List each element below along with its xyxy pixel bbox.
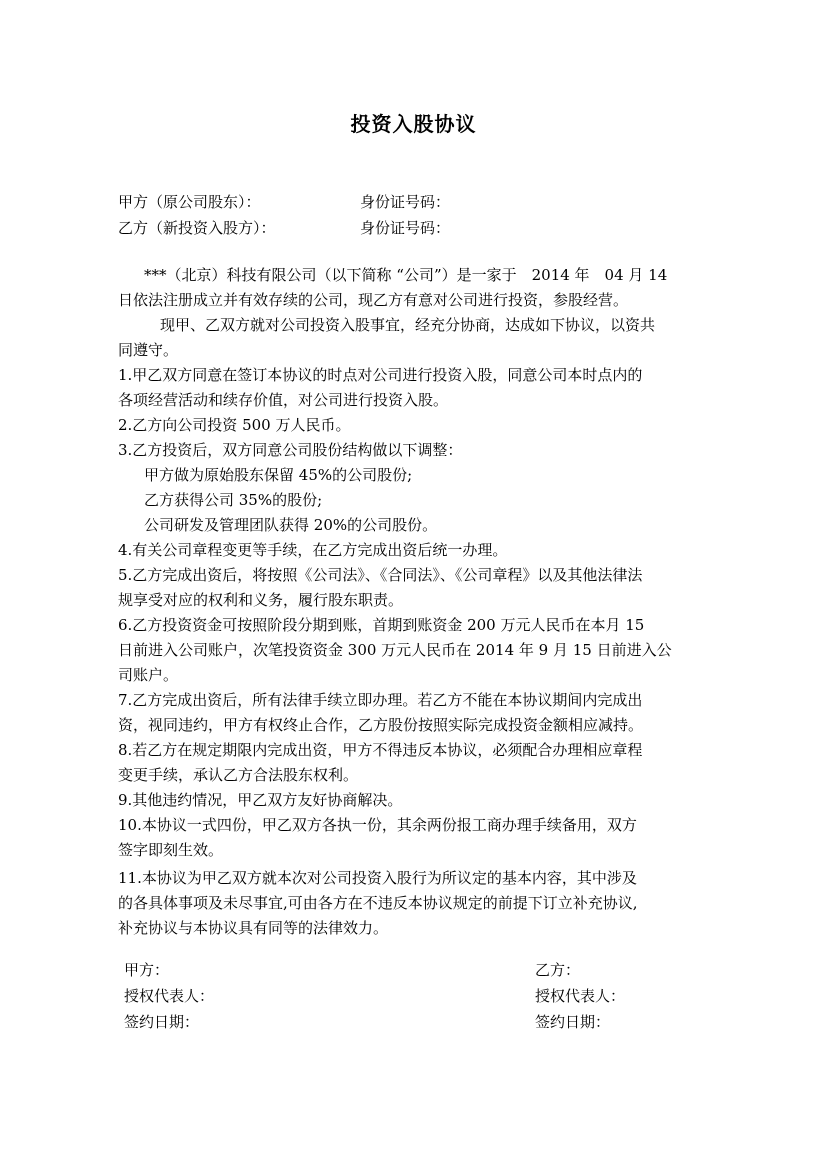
party-b-representative-label: 授权代表人： (535, 987, 626, 1005)
preamble-line: 同遵守。 (118, 341, 179, 359)
agreement-body (118, 263, 710, 941)
clause-line: 的各具体事项及未尽事宜,可由各方在不违反本协议规定的前提下订立补充协议, (118, 894, 638, 912)
party-a-representative-label: 授权代表人： (124, 987, 215, 1005)
clause (118, 413, 710, 438)
clause-line: 4.有关公司章程变更等手续，在乙方完成出资后统一办理。 (118, 541, 508, 559)
clause-line: 1.甲乙双方同意在签订本协议的时点对公司进行投资入股，同意公司本时点内的 (118, 366, 643, 384)
clause-line: 司账户。 (118, 666, 179, 684)
clause-line: 11.本协议为甲乙双方就本次对公司投资入股行为所议定的基本内容，其中涉及 (118, 869, 637, 887)
party-b-sign-label: 乙方： (535, 961, 581, 979)
party-b-label: 乙方（新投资入股方）： (118, 219, 276, 237)
clause-sub-line: 乙方获得公司 35%的股份; (144, 491, 323, 509)
clause-line: 补充协议与本协议具有同等的法律效力。 (118, 919, 389, 937)
clause-line: 各项经营活动和续存价值，对公司进行投资入股。 (118, 391, 449, 409)
party-a-sign-label: 甲方： (124, 961, 170, 979)
clause-line: 9.其他违约情况，甲乙双方友好协商解决。 (118, 791, 403, 809)
signature-block-a (124, 957, 214, 1035)
signature-block-b (535, 957, 625, 1035)
clause (118, 613, 710, 688)
clause-line: 规享受对应的权利和义务，履行股东职责。 (118, 591, 404, 609)
clause-line: 6.乙方投资资金可按照阶段分期到账，首期到账资金 200 万元人民币在本月 15 (118, 616, 645, 634)
party-a-date-label: 签约日期： (124, 1013, 200, 1031)
party-a-id-label: 身份证号码： (360, 193, 451, 211)
clause-line: 10.本协议一式四份，甲乙双方各执一份，其余两份报工商办理手续备用，双方 (118, 816, 637, 834)
party-b-id-label: 身份证号码： (360, 219, 451, 237)
clause-line: 8.若乙方在规定期限内完成出资，甲方不得违反本协议，必须配合办理相应章程 (118, 741, 643, 759)
clause-line: 3.乙方投资后，双方同意公司股份结构做以下调整： (118, 441, 463, 459)
clause-sub-line: 甲方做为原始股东保留 45%的公司股份; (144, 466, 413, 484)
preamble-line: 现甲、乙双方就对公司投资入股事宜，经充分协商，达成如下协议，以资共 (160, 316, 656, 334)
clause-line: 2.乙方向公司投资 500 万人民币。 (118, 416, 351, 434)
clause-line: 7.乙方完成出资后，所有法律手续立即办理。若乙方不能在本协议期间内完成出 (118, 691, 643, 709)
clause (118, 363, 710, 413)
clause-line: 签字即刻生效。 (118, 841, 224, 859)
party-a-label: 甲方（原公司股东）： (118, 193, 261, 211)
clause (118, 563, 710, 613)
clause-line: 日前进入公司账户，次笔投资资金 300 万元人民币在 2014 年 9 月 15 日前进入公 (118, 641, 672, 659)
clause (118, 688, 710, 738)
intro-line: 日依法注册成立并有效存续的公司，现乙方有意对公司进行投资，参股经营。 (118, 291, 629, 309)
clause-line: 5.乙方完成出资后，将按照《公司法》、《合同法》、《公司章程》以及其他法律法 (118, 566, 643, 584)
clause-line: 变更手续，承认乙方合法股东权利。 (118, 766, 359, 784)
clause (118, 788, 710, 813)
clause-sub-items (118, 463, 710, 538)
clause (118, 738, 710, 788)
clause (118, 866, 710, 941)
intro-line: ***（北京）科技有限公司（以下简称 “公司”）是一家于 2014 年 04 月 14 (144, 266, 668, 284)
clause-line: 资，视同违约，甲方有权终止合作，乙方股份按照实际完成投资金额相应减持。 (118, 716, 644, 734)
clause (118, 813, 710, 863)
clause-sub-line: 公司研发及管理团队获得 20%的公司股份。 (144, 516, 438, 534)
clause-list (118, 363, 710, 941)
party-b-date-label: 签约日期： (535, 1013, 611, 1031)
document-title: 投资入股协议 (350, 112, 477, 136)
clause (118, 438, 710, 463)
clause (118, 538, 710, 563)
